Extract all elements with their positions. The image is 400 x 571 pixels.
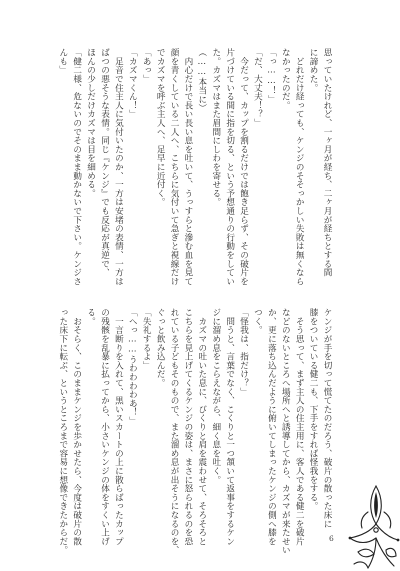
text-line: 「だ、大丈夫！？」: [252, 48, 263, 128]
text-line: 「怪我は、指だけ？」: [238, 308, 249, 396]
text-line: 「カズマくん！」: [127, 48, 138, 119]
text-line: 膝をついている健二も、下手をすれば怪我をする。: [308, 308, 319, 511]
text-line: どれだけ経っても、ケンジのそそっかしい失敗は無くなら: [294, 48, 305, 286]
page-number: 6: [329, 534, 334, 543]
text-line: ケンジが手を切って慌てたのだろう、破片の散った床に: [322, 308, 332, 528]
upper-text-block: [55, 48, 333, 294]
text-line: ばつの悪そうな表情。同じ『ケンジ』でも反応が真逆で、: [99, 48, 110, 277]
text-line: 顔を青くしている二人へ、こちらに気付いて急ぎと視線だけ: [169, 48, 180, 286]
text-line: （……本当に）: [196, 48, 207, 113]
text-line: 思っていたけれど、一ヶ月が経ち、二ヶ月が経ちとする間: [322, 48, 332, 277]
text-line: ジに溜め息をこらえながら、細く息を吐く。: [210, 308, 221, 484]
text-line: んも」: [57, 48, 68, 75]
text-line: ぐっと飲み込んだ。: [155, 308, 166, 388]
text-line: 「あっ」: [141, 48, 152, 84]
text-line: れている子どもそのもので、また溜め息が出そうになるのを、: [169, 308, 180, 555]
text-line: なかったのだ。: [280, 48, 291, 110]
text-line: 今だって、カップを割るだけでは飽き足らず、その破片を: [238, 48, 249, 286]
text-line: ほんの少しだけカズマは目を細める。: [85, 48, 96, 198]
text-line: 片づけている間に指を切る、という予想通りの行動をしてい: [224, 48, 235, 286]
text-line: った床下に転ぶ、というところまで容易に想像できたからだ。: [57, 308, 68, 555]
floral-corner-ornament-icon: [346, 482, 400, 571]
text-line: でカズマを呼ぶ主人へ、足早に近付く。: [155, 48, 166, 207]
text-line: などのないところへ場所へと誘導してから、カズマが来たせい: [280, 308, 291, 555]
text-line: おそらく、このままケンジを歩かせたら、今度は破片の散: [71, 308, 82, 546]
text-line: 「健二様、危ないのでそのまま動かないで下さい。ケンジさ: [71, 48, 82, 286]
text-line: つく。: [252, 308, 263, 335]
lower-text-block: [55, 308, 333, 555]
text-line: カズマの吐いた息に、びくりと肩を震わせて、そろそろと: [196, 308, 207, 546]
text-line: に諦めた。: [308, 48, 319, 92]
text-line: 内心だけで長い長い息を吐いて、うっすらと滲む血を見て: [182, 48, 193, 286]
text-line: 足音で住主人に気付いたのか、一方は安堵の表情、一方は: [113, 48, 124, 286]
text-line: の残骸を乱暴に払ってから、小さいケンジの体をすくい上げ: [99, 308, 110, 546]
text-line: る。: [85, 308, 96, 326]
text-line: そう思って、まず主人の住主用に、客人である健二を破片: [294, 308, 305, 546]
text-line: 「失礼するよ」: [141, 308, 152, 370]
text-line: 「へっ……うわわわわあ！」: [127, 308, 138, 426]
text-line: 「っ……！」: [266, 48, 277, 104]
text-line: 一言断りを入れて、黒いスカートの上に散らばったカップ: [113, 308, 124, 546]
text-line: た。カズマはまた眉間にしわを寄せる。: [210, 48, 221, 207]
text-line: こちらを見上げてくるケンジの姿は、まさに怒られるのを恐: [182, 308, 193, 546]
text-line: か、更に落ち込んだように俯いてしまったケンジの側へ膝を: [266, 308, 277, 546]
text-line: 問うと、言葉でなく、こくりと一つ頷いて返事をするケン: [224, 308, 235, 546]
